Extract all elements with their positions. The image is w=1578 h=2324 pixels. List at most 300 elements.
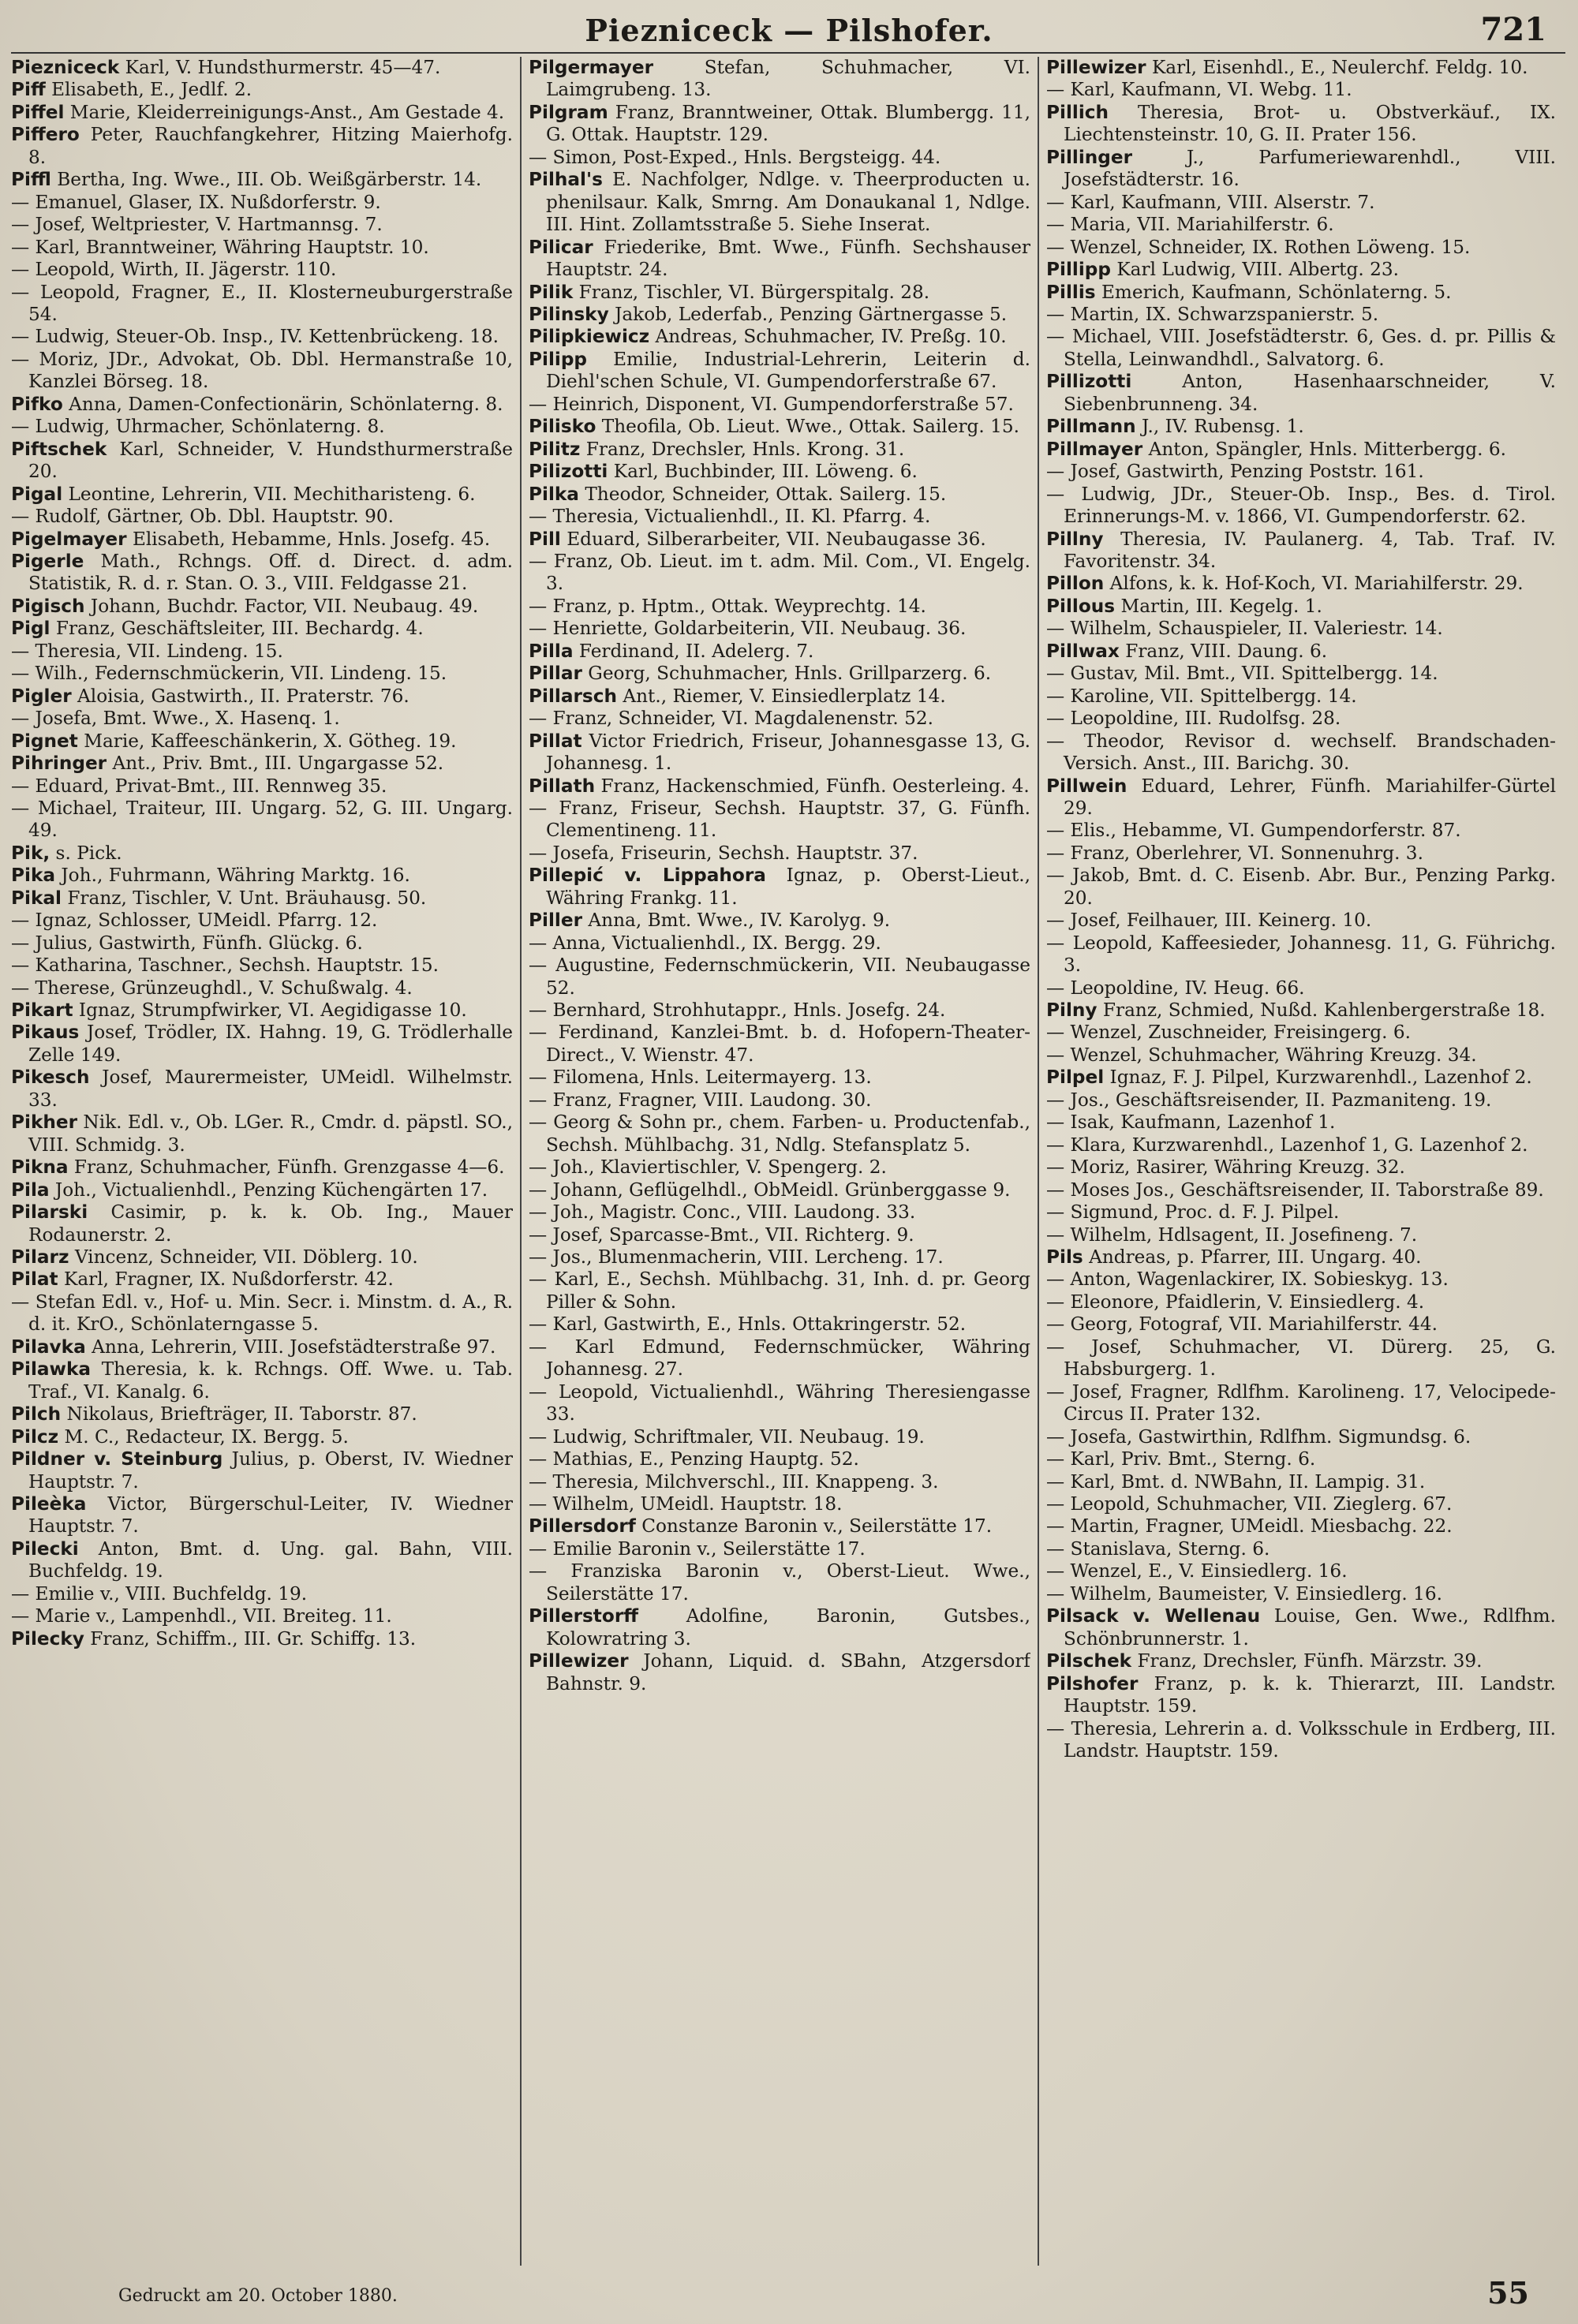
entry-details: — Wilh., Federnschmückerin, VII. Lindeng. 15. [11, 663, 447, 685]
entry-surname: Piftschek [11, 438, 107, 460]
entry-surname: Pilsack v. Wellenau [1046, 1605, 1261, 1627]
directory-entry [1046, 1718, 1556, 1763]
entry-details: — Joh., Klaviertischler, V. Spengerg. 2. [529, 1156, 887, 1179]
entry-details: Franz, p. k. k. Thierarzt, III. Landstr. Hauptstr. 159. [1064, 1672, 1556, 1717]
entry-details: Ignaz, Strumpfwirker, VI. Aegidigasse 10. [78, 999, 467, 1022]
entry-details: J., Parfumeriewarenhdl., VIII. Josefstädterstr. 16. [1064, 146, 1556, 191]
directory-entry [529, 843, 1030, 865]
entry-details: — Josefa, Bmt. Wwe., X. Hasenq. 1. [11, 708, 340, 730]
directory-entry [1046, 1673, 1556, 1718]
directory-entry [529, 147, 1030, 169]
entry-details: — Martin, Fragner, UMeidl. Miesbachg. 22. [1046, 1515, 1453, 1538]
entry-surname: Pilschek [1046, 1650, 1132, 1672]
entry-details: Emerich, Kaufmann, Schönlaterng. 5. [1101, 281, 1452, 303]
entry-surname: Pilgermayer [529, 57, 654, 78]
entry-details: — Franz, Fragner, VIII. Laudong. 30. [529, 1089, 872, 1111]
entry-details: Marie, Kleiderreinigungs-Anst., Am Gestade 4. [69, 101, 505, 123]
directory-entry [1046, 573, 1556, 595]
entry-surname: Piff [11, 79, 46, 101]
directory-entry [11, 753, 513, 775]
directory-entry [529, 461, 1030, 483]
directory-entry [11, 124, 513, 169]
directory-entry [11, 282, 513, 327]
entry-details: — Wilhelm, Baumeister, V. Einsiedlerg. 16. [1046, 1582, 1443, 1605]
entry-details: — Simon, Post-Exped., Hnls. Bergsteigg. 44. [529, 146, 941, 168]
directory-entry [1046, 1538, 1556, 1560]
directory-entry [11, 686, 513, 708]
directory-entry [529, 1089, 1030, 1112]
entry-details: — Ludwig, Uhrmacher, Schönlaterng. 8. [11, 416, 385, 438]
entry-details: — Wenzel, E., V. Einsiedlerg. 16. [1046, 1560, 1348, 1582]
entry-surname: Pilpel [1046, 1067, 1105, 1089]
entry-details: Johann, Buchdr. Factor, VII. Neubaug. 49. [90, 595, 479, 617]
directory-entry [529, 708, 1030, 730]
directory-entry [529, 1336, 1030, 1381]
directory-entry [1046, 1246, 1556, 1268]
directory-entry [1046, 596, 1556, 618]
directory-entry [529, 1448, 1030, 1470]
directory-entry [1046, 1268, 1556, 1291]
entry-surname: Pillon [1046, 573, 1105, 595]
entry-surname: Pilecky [11, 1627, 84, 1650]
directory-entry [11, 57, 513, 79]
directory-entry [1046, 1179, 1556, 1201]
directory-entry [1046, 1291, 1556, 1313]
directory-entry [1046, 775, 1556, 820]
entry-surname: Pikal [11, 887, 62, 909]
entry-details: M. C., Redacteur, IX. Bergg. 5. [64, 1425, 349, 1448]
entry-surname: Pigl [11, 618, 50, 640]
entry-surname: Pillis [1046, 281, 1096, 303]
directory-entry [11, 663, 513, 685]
entry-surname: Pignet [11, 730, 78, 752]
entry-details: Karl, Schneider, V. Hundsthurmerstraße 20. [28, 438, 513, 483]
directory-entry [11, 1628, 513, 1650]
directory-entry [1046, 618, 1556, 640]
entry-details: J., IV. Rubensg. 1. [1142, 416, 1304, 438]
directory-entry [11, 416, 513, 438]
entry-details: — Karoline, VII. Spittelbergg. 14. [1046, 685, 1357, 707]
entry-details: — Augustine, Federnschmückerin, VII. Neubaugasse 52. [529, 955, 1030, 999]
directory-entry [1046, 708, 1556, 730]
entry-details: Karl, Fragner, IX. Nußdorferstr. 42. [64, 1268, 394, 1291]
entry-surname: Pillath [529, 775, 596, 797]
entry-details: Andreas, Schuhmacher, IV. Preßg. 10. [655, 326, 1007, 348]
entry-surname: Pikaus [11, 1022, 80, 1044]
entry-details: — Jakob, Bmt. d. C. Eisenb. Abr. Bur., Penzing Parkg. 20. [1046, 865, 1556, 909]
entry-details: Adolfine, Baronin, Gutsbes., Kolowratring 3. [546, 1605, 1030, 1650]
directory-entry [529, 1224, 1030, 1246]
print-date: Gedruckt am 20. October 1880. [118, 2286, 398, 2306]
entry-details: — Georg, Fotograf, VII. Mariahilferstr. 44. [1046, 1313, 1438, 1336]
directory-entry [11, 977, 513, 999]
directory-entry [11, 618, 513, 640]
directory-entry [1046, 999, 1556, 1022]
entry-surname: Pillewizer [1046, 57, 1146, 78]
directory-entry [11, 1156, 513, 1179]
entry-details: — Karl, Priv. Bmt., Sterng. 6. [1046, 1448, 1316, 1470]
entry-details: Georg, Schuhmacher, Hnls. Grillparzerg. 6. [588, 663, 992, 685]
signature-mark: 55 [1487, 2275, 1529, 2311]
entry-details: Alfons, k. k. Hof-Koch, VI. Mariahilferstr. 29. [1109, 573, 1524, 595]
directory-entry [11, 1583, 513, 1605]
directory-entry [11, 1538, 513, 1583]
directory-entry [11, 214, 513, 236]
directory-entry [529, 1268, 1030, 1313]
entry-surname: Pillwax [1046, 640, 1120, 662]
directory-entry [529, 1179, 1030, 1201]
directory-entry [1046, 1022, 1556, 1044]
entry-surname: Pilny [1046, 999, 1097, 1022]
entry-details: Louise, Gen. Wwe., Rdlfhm. Schönbrunnerstr. 1. [1064, 1605, 1556, 1650]
directory-entry [1046, 1560, 1556, 1582]
entry-surname: Pilla [529, 640, 574, 662]
entry-details: Julius, p. Oberst, IV. Wiedner Hauptstr. 7. [28, 1448, 513, 1493]
entry-surname: Pilgram [529, 101, 608, 123]
page-number: 721 [1480, 11, 1546, 48]
directory-entry [1046, 1067, 1556, 1089]
directory-entry [529, 1426, 1030, 1448]
directory-entry [11, 79, 513, 101]
entry-details: — Elis., Hebamme, VI. Gumpendorferstr. 87. [1046, 820, 1461, 842]
directory-entry [529, 865, 1030, 910]
entry-details: Ant., Priv. Bmt., III. Ungargasse 52. [112, 753, 444, 775]
entry-surname: Pilawka [11, 1358, 92, 1381]
entry-details: E. Nachfolger, Ndlge. v. Theerproducten u. phenilsaur. Kalk, Smrng. Am Donaukanal 1, Ndlge. III. Hint. Zollamtsstraße 5. Siehe Inserat. [546, 169, 1030, 236]
entry-details: Math., Rchngs. Off. d. Direct. d. adm. Statistik, R. d. r. Stan. O. 3., VIII. Feldgasse 21. [28, 550, 513, 595]
entry-details: Franz, Drechsler, Hnls. Krong. 31. [585, 438, 905, 460]
entry-surname: Pillich [1046, 101, 1109, 123]
entry-surname: Pika [11, 865, 56, 887]
entry-details: Eduard, Silberarbeiter, VII. Neubaugasse 36. [567, 528, 986, 550]
directory-entry [11, 237, 513, 259]
entry-surname: Pik, [11, 842, 50, 864]
entry-surname: Pillizotti [1046, 371, 1132, 393]
entry-details: Franz, Schuhmacher, Fünfh. Grenzgasse 4—6. [73, 1156, 505, 1179]
directory-entry [1046, 977, 1556, 999]
directory-entry [11, 349, 513, 394]
directory-entry [529, 798, 1030, 843]
entry-details: — Ludwig, JDr., Steuer-Ob. Insp., Bes. d. Tirol. Erinnerungs-M. v. 1866, VI. Gumpendorferstr. 62. [1046, 483, 1556, 528]
page-title: Piezniceck — Pilshofer. [585, 13, 993, 48]
entry-surname: Pilat [11, 1268, 58, 1291]
directory-entry [529, 1201, 1030, 1224]
entry-details: Constanze Baronin v., Seilerstätte 17. [641, 1515, 993, 1538]
entry-details: — Josef, Weltpriester, V. Hartmannsg. 7. [11, 214, 383, 236]
entry-surname: Pillepić v. Lippahora [529, 865, 766, 887]
entry-surname: Pilitz [529, 438, 581, 460]
entry-surname: Pilhal's [529, 169, 603, 191]
entry-surname: Pilarski [11, 1201, 88, 1224]
entry-details: Anton, Hasenhaarschneider, V. Siebenbrunneng. 34. [1064, 371, 1556, 415]
entry-surname: Pillat [529, 730, 582, 752]
directory-entry [1046, 1605, 1556, 1650]
directory-entry [529, 484, 1030, 506]
directory-entry [11, 506, 513, 528]
entry-details: — Ludwig, Steuer-Ob. Insp., IV. Kettenbrückeng. 18. [11, 326, 499, 348]
entry-details: Theresia, IV. Paulanerg. 4, Tab. Traf. IV. Favoritenstr. 34. [1064, 528, 1556, 572]
directory-entry [1046, 259, 1556, 281]
directory-entry [1046, 1201, 1556, 1224]
directory-entry [11, 1268, 513, 1291]
entry-details: — Therese, Grünzeughdl., V. Schußwalg. 4. [11, 977, 413, 999]
directory-entry [529, 1313, 1030, 1336]
directory-entry [1046, 147, 1556, 192]
directory-entry [529, 326, 1030, 348]
directory-entry [1046, 102, 1556, 147]
entry-details: — Anna, Victualienhdl., IX. Bergg. 29. [529, 932, 881, 954]
entry-details: — Franz, Oberlehrer, VI. Sonnenuhrg. 3. [1046, 842, 1423, 864]
directory-entry [1046, 529, 1556, 574]
entry-details: — Stanislava, Sterng. 6. [1046, 1538, 1270, 1560]
entry-details: — Bernhard, Strohhutappr., Hnls. Josefg. 24. [529, 999, 946, 1022]
entry-surname: Piffel [11, 101, 65, 123]
directory-entry [11, 730, 513, 753]
entry-surname: Piller [529, 910, 583, 932]
entry-surname: Pillous [1046, 595, 1116, 617]
directory-entry [529, 349, 1030, 394]
entry-surname: Pikher [11, 1112, 78, 1134]
columns [11, 57, 1565, 2274]
entry-details: — Karl, Bmt. d. NWBahn, II. Lampig. 31. [1046, 1470, 1426, 1493]
entry-details: — Karl, Branntweiner, Währing Hauptstr. 10. [11, 236, 429, 258]
entry-details: Karl, Buchbinder, III. Löweng. 6. [613, 461, 918, 483]
directory-entry [1046, 57, 1556, 79]
directory-entry [529, 551, 1030, 596]
directory-entry [11, 529, 513, 551]
entry-details: — Marie v., Lampenhdl., VII. Breiteg. 11. [11, 1605, 392, 1627]
directory-entry [11, 596, 513, 618]
entry-surname: Pileèka [11, 1493, 87, 1515]
directory-entry [1046, 371, 1556, 416]
column-2 [529, 57, 1030, 2266]
entry-details: Ignaz, p. Oberst-Lieut., Währing Frankg. 11. [546, 865, 1030, 909]
entry-details: — Johann, Geflügelhdl., ObMeidl. Grünberggasse 9. [529, 1179, 1011, 1201]
entry-details: — Karl, Kaufmann, VI. Webg. 11. [1046, 79, 1352, 101]
entry-surname: Pilavka [11, 1336, 86, 1358]
entry-details: — Joh., Magistr. Conc., VIII. Laudong. 33. [529, 1201, 916, 1224]
directory-entry [11, 798, 513, 843]
entry-details: Elisabeth, E., Jedlf. 2. [51, 79, 252, 101]
entry-details: — Josefa, Gastwirthin, Rdlfhm. Sigmundsg. 6. [1046, 1425, 1471, 1448]
directory-entry [1046, 1448, 1556, 1470]
entry-details: Ferdinand, II. Adelerg. 7. [578, 640, 814, 662]
entry-details: — Wilhelm, Hdlsagent, II. Josefineng. 7. [1046, 1224, 1418, 1246]
entry-details: Franz, Schmied, Nußd. Kahlenbergerstraße 18. [1102, 999, 1546, 1022]
entry-details: Joh., Victualienhdl., Penzing Küchengärten 17. [54, 1179, 488, 1201]
directory-entry [1046, 1313, 1556, 1336]
directory-entry [529, 1112, 1030, 1156]
directory-entry [1046, 1650, 1556, 1672]
directory-entry [11, 1022, 513, 1067]
directory-entry [1046, 484, 1556, 529]
directory-entry [1046, 1156, 1556, 1179]
entry-details: — Leopold, Wirth, II. Jägerstr. 110. [11, 259, 337, 281]
entry-surname: Pillny [1046, 528, 1104, 550]
directory-entry [11, 641, 513, 663]
entry-details: Leontine, Lehrerin, VII. Mechitharisteng. 6. [68, 483, 476, 505]
entry-details: — Wenzel, Zuschneider, Freisingerg. 6. [1046, 1022, 1411, 1044]
header-rule [11, 52, 1565, 54]
directory-entry [1046, 730, 1556, 775]
directory-entry [11, 932, 513, 955]
directory-entry [1046, 416, 1556, 438]
entry-details: — Emilie Baronin v., Seilerstätte 17. [529, 1538, 866, 1560]
directory-entry [529, 1493, 1030, 1515]
entry-details: — Sigmund, Proc. d. F. J. Pilpel. [1046, 1201, 1340, 1224]
directory-entry [11, 439, 513, 484]
directory-entry [1046, 461, 1556, 483]
entry-details: Josef, Trödler, IX. Hahng. 19, G. Trödlerhalle Zelle 149. [28, 1022, 513, 1066]
directory-entry [1046, 439, 1556, 461]
entry-surname: Pigelmayer [11, 528, 127, 550]
directory-entry [11, 1112, 513, 1156]
directory-entry [529, 506, 1030, 528]
entry-details: — Julius, Gastwirth, Fünfh. Glückg. 6. [11, 932, 363, 954]
entry-details: Franz, Drechsler, Fünfh. Märzstr. 39. [1137, 1650, 1483, 1672]
entry-details: — Ferdinand, Kanzlei-Bmt. b. d. Hofopern-Theater-Direct., V. Wienstr. 47. [529, 1022, 1030, 1066]
directory-entry [1046, 1471, 1556, 1493]
directory-entry [1046, 1134, 1556, 1156]
directory-entry [529, 618, 1030, 640]
entry-details: Stefan, Schuhmacher, VI. Laimgrubeng. 13. [546, 57, 1030, 101]
directory-entry [11, 1448, 513, 1493]
directory-entry [529, 1560, 1030, 1605]
directory-entry [529, 596, 1030, 618]
entry-surname: Pikna [11, 1156, 69, 1179]
directory-entry [11, 843, 513, 865]
directory-entry [11, 326, 513, 348]
entry-surname: Pilcz [11, 1425, 59, 1448]
entry-details: — Moriz, Rasirer, Währing Kreuzg. 32. [1046, 1156, 1405, 1179]
entry-details: Franz, Tischler, V. Unt. Bräuhausg. 50. [67, 887, 427, 909]
entry-details: Joh., Fuhrmann, Währing Marktg. 16. [61, 865, 410, 887]
entry-details: — Franz, Ob. Lieut. im t. adm. Mil. Com., VI. Engelg. 3. [529, 550, 1030, 595]
entry-surname: Pilicar [529, 236, 593, 258]
directory-entry [11, 865, 513, 887]
entry-surname: Pilshofer [1046, 1672, 1139, 1694]
entry-surname: Pillerstorff [529, 1605, 639, 1627]
entry-details: Ignaz, F. J. Pilpel, Kurzwarenhdl., Lazenhof 2. [1109, 1067, 1532, 1089]
entry-details: — Karl, Kaufmann, VIII. Alserstr. 7. [1046, 191, 1375, 213]
directory-entry [1046, 1583, 1556, 1605]
directory-entry [529, 1471, 1030, 1493]
entry-surname: Pilarz [11, 1246, 69, 1268]
directory-entry [529, 686, 1030, 708]
directory-entry [11, 1201, 513, 1246]
directory-entry [529, 999, 1030, 1022]
directory-entry [11, 551, 513, 596]
directory-entry [1046, 1493, 1556, 1515]
directory-entry [1046, 663, 1556, 685]
entry-surname: Piffero [11, 124, 80, 146]
entry-surname: Pifko [11, 393, 63, 415]
entry-details: — Theresia, Lehrerin a. d. Volksschule in Erdberg, III. Landstr. Hauptstr. 159. [1046, 1717, 1556, 1762]
entry-details: Vincenz, Schneider, VII. Döblerg. 10. [74, 1246, 418, 1268]
entry-details: Elisabeth, Hebamme, Hnls. Josefg. 45. [132, 528, 491, 550]
entry-surname: Pils [1046, 1246, 1083, 1268]
directory-entry [11, 775, 513, 798]
entry-details: — Theodor, Revisor d. wechself. Brandschaden-Versich. Anst., III. Barichg. 30. [1046, 730, 1556, 775]
entry-surname: Pilch [11, 1403, 62, 1425]
directory-entry [529, 304, 1030, 326]
entry-details: Nikolaus, Briefträger, II. Taborstr. 87. [66, 1403, 417, 1425]
directory-entry [529, 641, 1030, 663]
entry-details: — Franz, Schneider, VI. Magdalenenstr. 52. [529, 708, 933, 730]
directory-entry [1046, 1336, 1556, 1381]
entry-details: Andreas, p. Pfarrer, III. Ungarg. 40. [1089, 1246, 1422, 1268]
entry-details: Aloisia, Gastwirth., II. Praterstr. 76. [77, 685, 409, 707]
entry-surname: Pillewizer [529, 1650, 629, 1672]
directory-entry [529, 282, 1030, 304]
entry-details: — Jos., Geschäftsreisender, II. Pazmaniteng. 19. [1046, 1089, 1492, 1111]
directory-entry [1046, 282, 1556, 304]
directory-entry [1046, 865, 1556, 910]
entry-details: — Leopold, Schuhmacher, VII. Zieglerg. 67. [1046, 1493, 1453, 1515]
entry-details: — Henriette, Goldarbeiterin, VII. Neubaug. 36. [529, 618, 967, 640]
entry-details: Franz, VIII. Daung. 6. [1125, 640, 1328, 662]
entry-details: — Martin, IX. Schwarzspanierstr. 5. [1046, 303, 1379, 325]
directory-entry [1046, 820, 1556, 842]
entry-details: Theresia, k. k. Rchngs. Off. Wwe. u. Tab. Traf., VI. Kanalg. 6. [28, 1358, 513, 1403]
entry-details: — Karl Edmund, Federnschmücker, Währing Johannesg. 27. [529, 1336, 1030, 1381]
directory-entry [11, 887, 513, 910]
directory-entry [529, 1538, 1030, 1560]
entry-details: — Theresia, Milchverschl., III. Knappeng. 3. [529, 1470, 939, 1493]
entry-details: Victor Friedrich, Friseur, Johannesgasse 13, G. Johannesg. 1. [546, 730, 1030, 775]
entry-details: — Theresia, VII. Lindeng. 15. [11, 640, 283, 662]
directory-entry [529, 1067, 1030, 1089]
directory-entry [11, 999, 513, 1022]
directory-entry [11, 1493, 513, 1538]
entry-details: Anton, Spängler, Hnls. Mitterbergg. 6. [1148, 438, 1506, 460]
entry-details: — Leopoldine, IV. Heug. 66. [1046, 977, 1305, 999]
entry-details: — Wenzel, Schuhmacher, Währing Kreuzg. 34. [1046, 1044, 1477, 1066]
entry-surname: Pigal [11, 483, 63, 505]
entry-details: — Leopold, Fragner, E., II. Klosterneuburgerstraße 54. [11, 281, 513, 325]
entry-details: Ant., Riemer, V. Einsiedlerplatz 14. [623, 685, 946, 707]
directory-entry [1046, 192, 1556, 214]
directory-entry [529, 1650, 1030, 1695]
entry-surname: Pigisch [11, 595, 85, 617]
entry-surname: Pilipkiewicz [529, 326, 650, 348]
entry-details: — Emilie v., VIII. Buchfeldg. 19. [11, 1582, 308, 1605]
directory-entry [11, 394, 513, 416]
directory-entry [11, 1179, 513, 1201]
directory-entry [11, 169, 513, 191]
entry-details: s. Pick. [55, 842, 122, 864]
entry-surname: Pillar [529, 663, 582, 685]
directory-entry [11, 192, 513, 214]
entry-details: — Jos., Blumenmacherin, VIII. Lercheng. 17. [529, 1246, 944, 1268]
entry-surname: Piezniceck [11, 57, 120, 78]
entry-details: — Michael, VIII. Josefstädterstr. 6, Ges. d. pr. Pillis & Stella, Leinwandhdl., Salvatorg. 6. [1046, 326, 1556, 370]
entry-details: Friederike, Bmt. Wwe., Fünfh. Sechshauser Hauptstr. 24. [546, 236, 1030, 281]
column-1 [11, 57, 513, 2266]
directory-entry [529, 57, 1030, 102]
entry-details: — Mathias, E., Penzing Hauptg. 52. [529, 1448, 859, 1470]
entry-details: — Michael, Traiteur, III. Ungarg. 52, G. III. Ungarg. 49. [11, 797, 513, 842]
entry-details: — Leopold, Kaffeesieder, Johannesg. 11, G. Führichg. 3. [1046, 932, 1556, 977]
directory-entry [11, 484, 513, 506]
entry-details: — Rudolf, Gärtner, Ob. Dbl. Hauptstr. 90. [11, 506, 394, 528]
entry-details: — Wilhelm, UMeidl. Hauptstr. 18. [529, 1493, 843, 1515]
entry-details: Nik. Edl. v., Ob. LGer. R., Cmdr. d. päpstl. SO., VIII. Schmidg. 3. [28, 1112, 513, 1156]
directory-entry [1046, 326, 1556, 371]
entry-details: Franz, Hackenschmied, Fünfh. Oesterleing. 4. [600, 775, 1030, 797]
directory-entry [529, 955, 1030, 999]
entry-details: — Leopold, Victualienhdl., Währing Theresiengasse 33. [529, 1381, 1030, 1425]
